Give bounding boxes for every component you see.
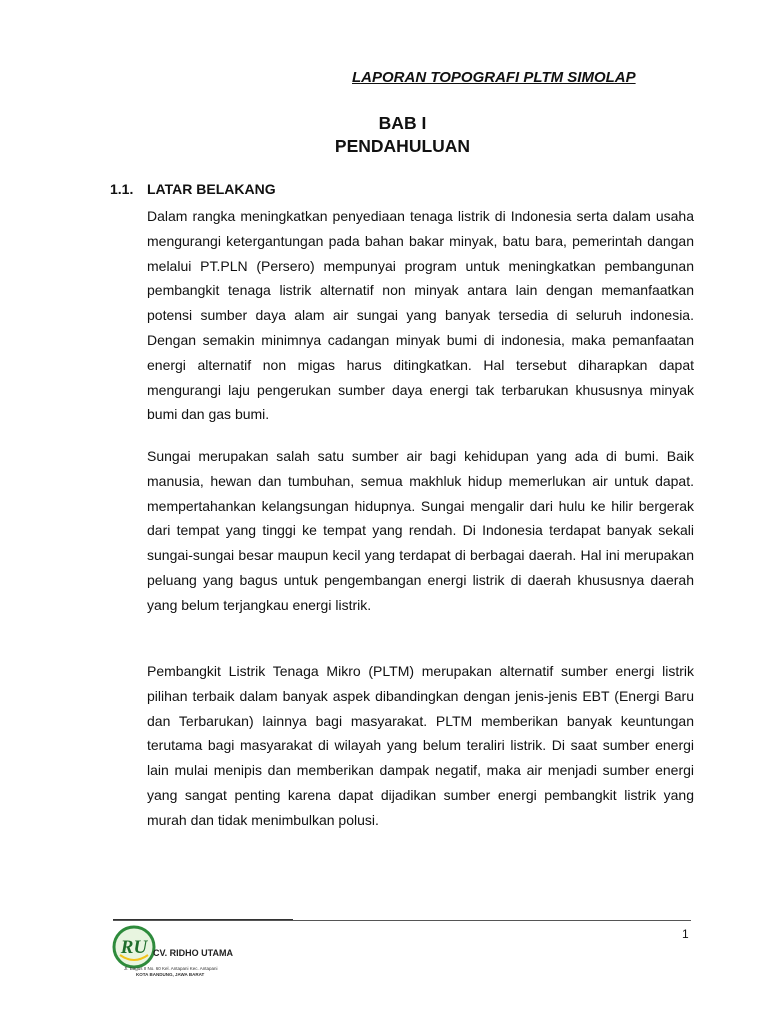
paragraph-2: Sungai merupakan salah satu sumber air bagi kehidupan yang ada di bumi. Baik manusia, hewan dan tumbuhan, semua makhluk hidup memerlukan air untuk dapat. mempertahankan kelangsungan hidupnya. Sungai mengalir dari hulu ke hilir bergerak dari tempat yang tinggi ke tempat yang rendah. Di Indonesia terdapat banyak sekali sungai-sungai besar maupun kecil yang terdapat di berbagai daerah. Hal ini merupakan peluang yang bagus untuk pengembangan energi listrik di daerah khususnya daerah yang belum terjangkau energi listrik. <box>147 448 694 613</box>
company-name: CV. RIDHO UTAMA <box>153 948 234 958</box>
paragraph-1: Dalam rangka meningkatkan penyediaan tenaga listrik di Indonesia serta dalam usaha mengurangi ketergantungan pada bahan bakar minyak, batu bara, pemerintah dangan melalui PT.PLN (Persero) mempunyai program untuk meningkatkan pembangunan pembangkit tenaga listrik alternatif non minyak antara lain dengan memanfaatkan potensi sumber daya alam air sungai yang banyak tersedia di seluruh indonesia. Dengan semakin minimnya cadangan minyak bumi di indonesia, maka pemanfaatan energi alternatif non migas harus ditingkatkan. Hal tersebut diharapkan dapat mengurangi laju pengerukan sumber daya energi tak terbarukan khususnya minyak bumi dan gas bumi. <box>147 208 694 423</box>
chapter-number: BAB I <box>378 113 427 133</box>
section-number: 1.1. <box>110 181 134 197</box>
footer-rule <box>113 920 691 921</box>
page-number: 1 <box>682 927 689 941</box>
company-city: KOTA BANDUNG, JAWA BARAT <box>136 972 205 977</box>
running-header: LAPORAN TOPOGRAFI PLTM SIMOLAP <box>352 69 636 86</box>
ridho-utama-logo-icon <box>112 925 156 969</box>
paragraph-3: Pembangkit Listrik Tenaga Mikro (PLTM) merupakan alternatif sumber energi listrik pilihan terbaik dalam banyak aspek dibandingkan dengan jenis-jenis EBT (Energi Baru dan Terbarukan) lainnya bagi masyarakat. PLTM memberikan banyak keuntungan terutama bagi masyarakat di wilayah yang belum teraliri listrik. Di saat sumber energi lain mulai menipis dan memberikan dampak negatif, maka air menjadi sumber energi yang sangat penting karena dapat dijadikan sumber energi pembangkit listrik yang murah dan tidak menimbulkan polusi. <box>147 663 694 828</box>
company-address: Jl. Bagus II No. 60 Kel. Antapani Kec. Antapani <box>124 966 218 971</box>
section-title: LATAR BELAKANG <box>147 181 276 197</box>
chapter-title: PENDAHULUAN <box>334 136 471 156</box>
logo-letters: RU <box>120 937 148 958</box>
